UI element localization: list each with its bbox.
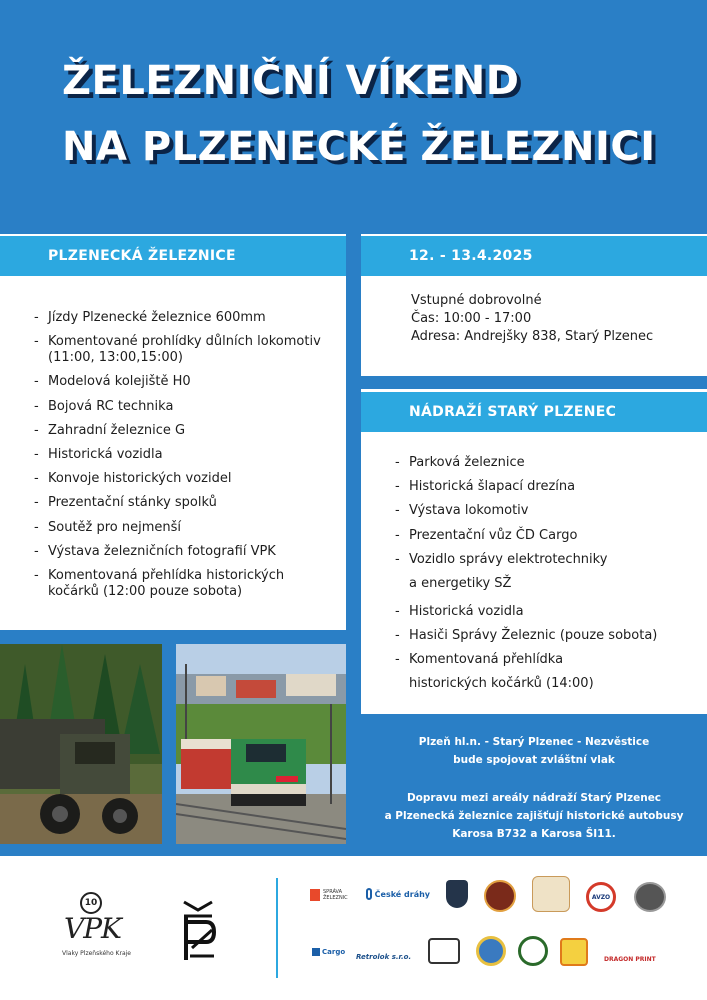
plzenecka-list	[34, 310, 334, 608]
list-item: - Parková železnice	[395, 455, 695, 471]
nadrazi-heading: NÁDRAŽÍ STARÝ PLZENEC	[409, 404, 617, 420]
transport-line-4: a Plzenecká železnice zajišťují historické autobusy	[384, 810, 684, 822]
cd-icon	[366, 888, 372, 900]
nadrazi-list	[395, 455, 695, 705]
szd-icon	[310, 889, 320, 901]
club-logo-1-icon	[484, 880, 516, 912]
event-date: 12. - 13.4.2025	[409, 248, 533, 264]
cd-text: České dráhy	[374, 889, 430, 899]
cargo-logo	[312, 946, 352, 958]
vpk-text: VPK	[64, 912, 121, 945]
time-text: Čas: 10:00 - 17:00	[411, 311, 532, 326]
dragon-text: DRAGON PRINT	[604, 956, 656, 963]
kids-logo-icon	[560, 938, 588, 966]
list-item: - Prezentační stánky spolků	[34, 495, 334, 511]
avzo-logo	[586, 882, 616, 912]
list-item: - Jízdy Plzenecké železnice 600mm	[34, 310, 334, 326]
vpk-subtitle: Vlaky Plzeňského Kraje	[62, 950, 131, 957]
pz-logo-icon	[178, 900, 218, 962]
vpk-logo	[62, 892, 142, 962]
bus-logo-icon	[428, 938, 460, 964]
footer-divider	[276, 878, 278, 978]
list-item: - Komentovaná přehlídka historických kočárků (12:00 pouze sobota)	[34, 568, 334, 600]
museum-logo-icon	[532, 876, 570, 912]
list-item: - Historická vozidla	[34, 447, 334, 463]
dragon-logo	[604, 946, 668, 963]
club-logo-4-icon	[518, 936, 548, 966]
avzo-text: AVZO	[591, 893, 611, 901]
transport-info	[361, 733, 707, 843]
photo-rc-truck	[0, 644, 162, 844]
rc-truck-image	[0, 644, 162, 844]
vpk-badge-icon	[80, 892, 102, 914]
list-item: - Komentované prohlídky důlních lokomotiv (11:00, 13:00,15:00)	[34, 334, 334, 366]
poster-title	[62, 48, 682, 180]
retrolok-logo	[356, 944, 416, 961]
transport-line-2: bude spojovat zvláštní vlak	[453, 754, 615, 766]
cargo-text: Cargo	[322, 948, 346, 956]
locomotive-image	[176, 644, 346, 844]
list-item: - Hasiči Správy Železnic (pouze sobota)	[395, 628, 695, 644]
szd-logo	[310, 886, 356, 904]
transport-line-5: Karosa B732 a Karosa ŠI11.	[452, 828, 616, 840]
plzenecka-heading-band	[0, 236, 346, 276]
list-item: - Vozidlo správy elektrotechniky a energetiky SŽ	[395, 548, 615, 596]
club-logo-2-icon	[634, 882, 666, 912]
list-item: - Historická šlapací drezína	[395, 479, 695, 495]
nadrazi-heading-band	[361, 392, 707, 432]
list-item: - Soutěž pro nejmenší	[34, 520, 334, 536]
address-text: Adresa: Andrejšky 838, Starý Plzenec	[411, 329, 654, 344]
footer	[0, 856, 707, 1000]
transport-line-1: Plzeň hl.n. - Starý Plzenec - Nezvěstice	[418, 736, 650, 748]
cargo-icon	[312, 948, 320, 956]
list-item: - Výstava železničních fotografií VPK	[34, 544, 334, 560]
title-line-1: ŽELEZNIČNÍ VÍKEND	[62, 58, 520, 104]
list-item: - Prezentační vůz ČD Cargo	[395, 528, 695, 544]
list-item: - Konvoje historických vozidel	[34, 471, 334, 487]
vpk-badge-number: 10	[84, 898, 98, 908]
shield-logo-icon	[446, 880, 468, 908]
photo-locomotive	[176, 644, 346, 844]
cd-logo	[366, 884, 430, 904]
event-info	[411, 292, 653, 346]
entry-text: Vstupné dobrovolné	[411, 293, 542, 308]
plzenecka-heading: PLZENECKÁ ŽELEZNICE	[48, 248, 236, 264]
title-line-2: NA PLZENECKÉ ŽELEZNICI	[62, 124, 656, 170]
list-item: - Komentovaná přehlídka historických kočárků (14:00)	[395, 648, 595, 696]
list-item: - Bojová RC technika	[34, 399, 334, 415]
club-logo-3-icon	[476, 936, 506, 966]
nadrazi-panel	[361, 389, 707, 714]
retrolok-text: Retrolok s.r.o.	[356, 953, 412, 961]
list-item: - Historická vozidla	[395, 604, 695, 620]
szd-text: SPRÁVA ŽELEZNIC	[323, 889, 348, 901]
plzenecka-panel	[0, 234, 346, 630]
list-item: - Modelová kolejiště H0	[34, 374, 334, 390]
list-item: - Výstava lokomotiv	[395, 503, 695, 519]
list-item: - Zahradní železnice G	[34, 423, 334, 439]
date-band	[361, 236, 707, 276]
transport-line-3: Dopravu mezi areály nádraží Starý Plzenec	[406, 792, 662, 804]
